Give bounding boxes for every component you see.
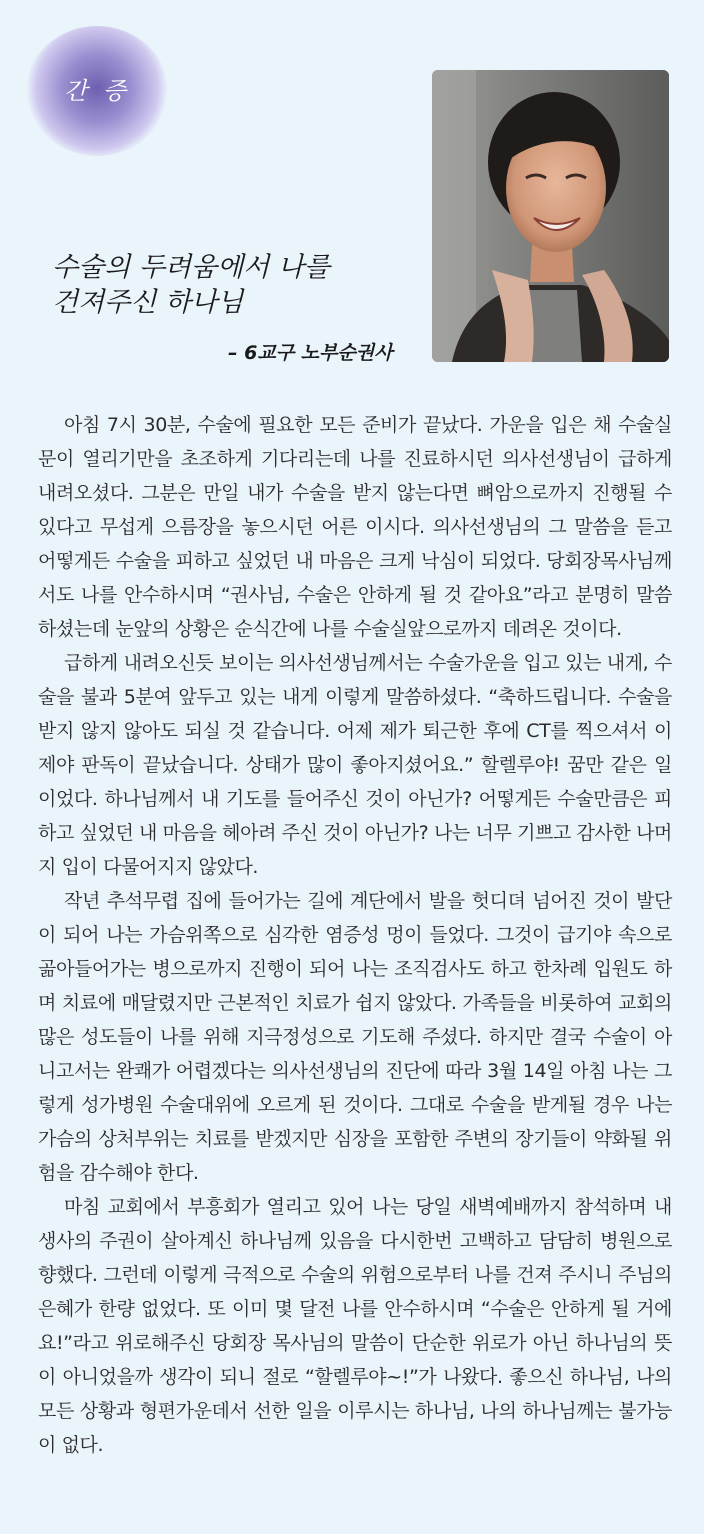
category-label: 간 증 — [64, 76, 130, 105]
category-badge — [26, 26, 168, 156]
paragraph: 마침 교회에서 부흥회가 열리고 있어 나는 당일 새벽예배까지 참석하며 내 생사의 주권이 살아계신 하나님께 있음을 다시한번 고백하고 담담히 병원으로 향했다. 그런데 이렇게 극적으로 수술의 위험으로부터 나를 건져 주시니 주님의 은혜가 한량 없었다. 또 이미 몇 달전 나를 안수하시며 “수술은 안하게 될 거에요!”라고 위로해주신 당회장 목사님의 말씀이 단순한 위로가 아닌 하나님의 뜻이 아니었을까 생각이 되니 절로 “할렐루야~!”가 나왔다. 좋으신 하나님, 나의 모든 상황과 형편가운데서 선한 일을 이루시는 하나님, 나의 하나님께는 불가능이 없다. — [38, 1196, 672, 1456]
paragraph: 작년 추석무렵 집에 들어가는 길에 계단에서 발을 헛디뎌 넘어진 것이 발단이 되어 나는 가슴위쪽으로 심각한 염증성 멍이 들었다. 그것이 급기야 속으로 곪아들어가는 병으로까지 진행이 되어 나는 조직검사도 하고 한차례 입원도 하며 치료에 매달렸지만 근본적인 치료가 쉽지 않았다. 가족들을 비롯하여 교회의 많은 성도들이 나를 위해 지극정성으로 기도해 주셨다. 하지만 결국 수술이 아니고서는 완쾌가 어렵겠다는 의사선생님의 진단에 따라 3월 14일 아침 나는 그렇게 성가병원 수술대위에 오르게 된 것이다. 그대로 수술을 받게될 경우 나는 가슴의 상처부위는 치료를 받겠지만 심장을 포함한 주변의 장기들이 약화될 위험을 감수해야 한다. — [38, 890, 672, 1184]
title-line-2: 건져주신 하나님 — [52, 287, 244, 318]
article-title — [52, 250, 330, 320]
title-line-1: 수술의 두려움에서 나를 — [52, 252, 330, 283]
author-photo — [432, 70, 669, 362]
portrait-icon — [432, 70, 669, 362]
paragraph: 아침 7시 30분, 수술에 필요한 모든 준비가 끝났다. 가운을 입은 채 수술실문이 열리기만을 초조하게 기다리는데 나를 진료하시던 의사선생님이 급하게 내려오셨다. 그분은 만일 내가 수술을 받지 않는다면 뼈암으로까지 진행될 수 있다고 무섭게 으름장을 놓으시던 어른 이시다. 의사선생님의 그 말씀을 듣고 어떻게든 수술을 피하고 싶었던 내 마음은 크게 낙심이 되었다. 당회장목사님께서도 나를 안수하시며 “권사님, 수술은 안하게 될 것 같아요”라고 분명히 말씀하셨는데 눈앞의 상황은 순식간에 나를 수술실앞으로까지 데려온 것이다. — [38, 414, 672, 640]
author-byline: – 6교구 노부순권사 — [228, 342, 393, 364]
paragraph: 급하게 내려오신듯 보이는 의사선생님께서는 수술가운을 입고 있는 내게, 수술을 불과 5분여 앞두고 있는 내게 이렇게 말씀하셨다. “축하드립니다. 수술을 받지 않지 않아도 되실 것 같습니다. 어제 제가 퇴근한 후에 CT를 찍으셔서 이제야 판독이 끝났습니다. 상태가 많이 좋아지셨어요.” 할렐루야! 꿈만 같은 일이었다. 하나님께서 내 기도를 들어주신 것이 아닌가? 어떻게든 수술만큼은 피하고 싶었던 내 마음을 헤아려 주신 것이 아닌가? 나는 너무 기쁘고 감사한 나머지 입이 다물어지지 않았다. — [38, 652, 672, 878]
article-body — [38, 408, 672, 1462]
